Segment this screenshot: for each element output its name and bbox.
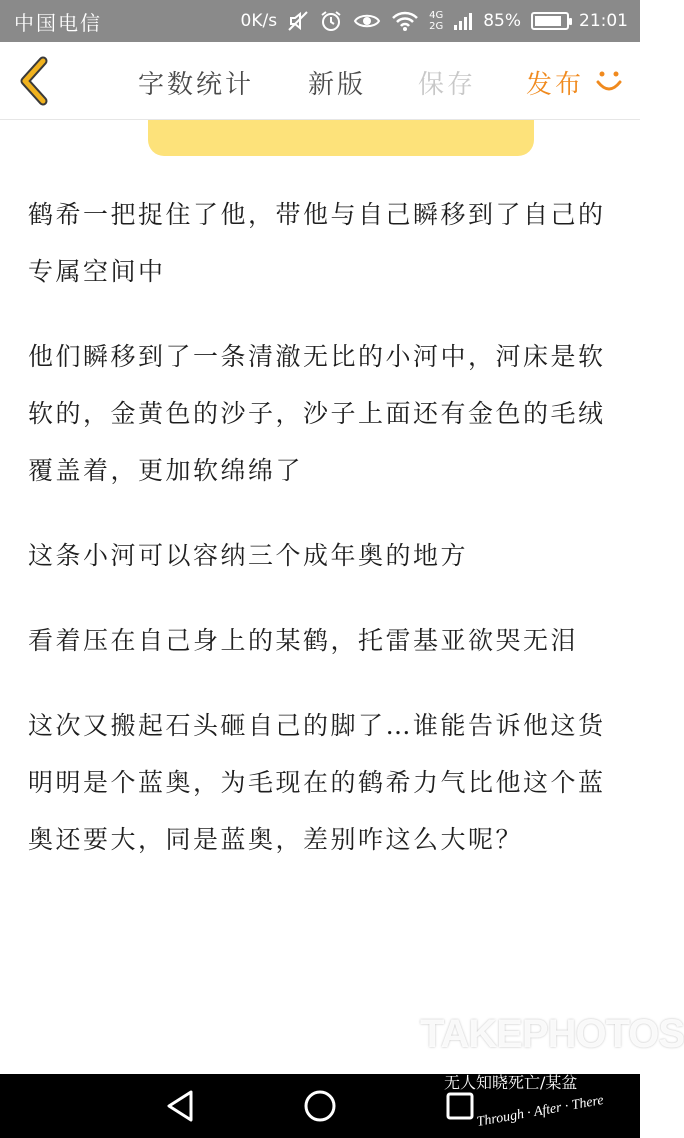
new-version-button[interactable]: 新版 [308,70,367,100]
net-speed: 0K/s [240,11,278,31]
publish-button[interactable]: 发布 [526,70,585,100]
wifi-icon [391,10,419,32]
status-bar [0,0,640,42]
watermark-tag: Through · After · There [475,1092,605,1131]
emoji-button[interactable] [594,66,624,96]
square-recents-icon [445,1091,475,1121]
carrier-name: 中国电信 [14,10,102,35]
chapter-text[interactable] [28,186,608,896]
chevron-left-icon [17,57,51,105]
circle-home-icon [303,1089,337,1123]
paragraph: 这条小河可以容纳三个成年奥的地方 [28,541,469,570]
watermark-brand: TAKEPHOTOS [420,1012,684,1056]
paragraph: 鹤希一把捉住了他，带他与自己瞬移到了自己的专属空间中 [28,200,606,286]
battery-level [535,16,561,26]
word-count-button[interactable]: 字数统计 [138,70,255,100]
battery-percent: 85% [483,11,521,31]
watermark-caption: 无人知晓死亡/某盆 [444,1073,578,1092]
editor-toolbar [0,42,640,120]
triangle-back-icon [164,1089,196,1123]
status-icons [241,9,628,33]
paragraph: 这次又搬起石头砸自己的脚了…谁能告诉他这货明明是个蓝奥，为毛现在的鹤希力气比他这个蓝奥还要大，同是蓝奥，差别咋这么大呢？ [28,711,606,854]
alarm-icon [319,9,343,33]
clock: 21:01 [579,11,628,31]
signal-icon [453,11,473,31]
mute-icon [287,10,309,32]
nav-home-button[interactable] [300,1086,340,1126]
save-button[interactable]: 保存 [418,70,477,100]
chapter-card [148,120,534,156]
eye-icon [353,11,381,31]
nav-back-button[interactable] [160,1086,200,1126]
paragraph: 他们瞬移到了一条清澈无比的小河中，河床是软软的，金黄色的沙子，沙子上面还有金色的毛绒覆盖着，更加软绵绵了 [28,342,606,485]
back-button[interactable] [14,56,54,106]
smile-icon [594,66,624,96]
paragraph: 看着压在自己身上的某鹤，托雷基亚欲哭无泪 [28,626,579,655]
battery-icon [531,12,569,30]
network-type: 4G 2G [429,10,444,32]
